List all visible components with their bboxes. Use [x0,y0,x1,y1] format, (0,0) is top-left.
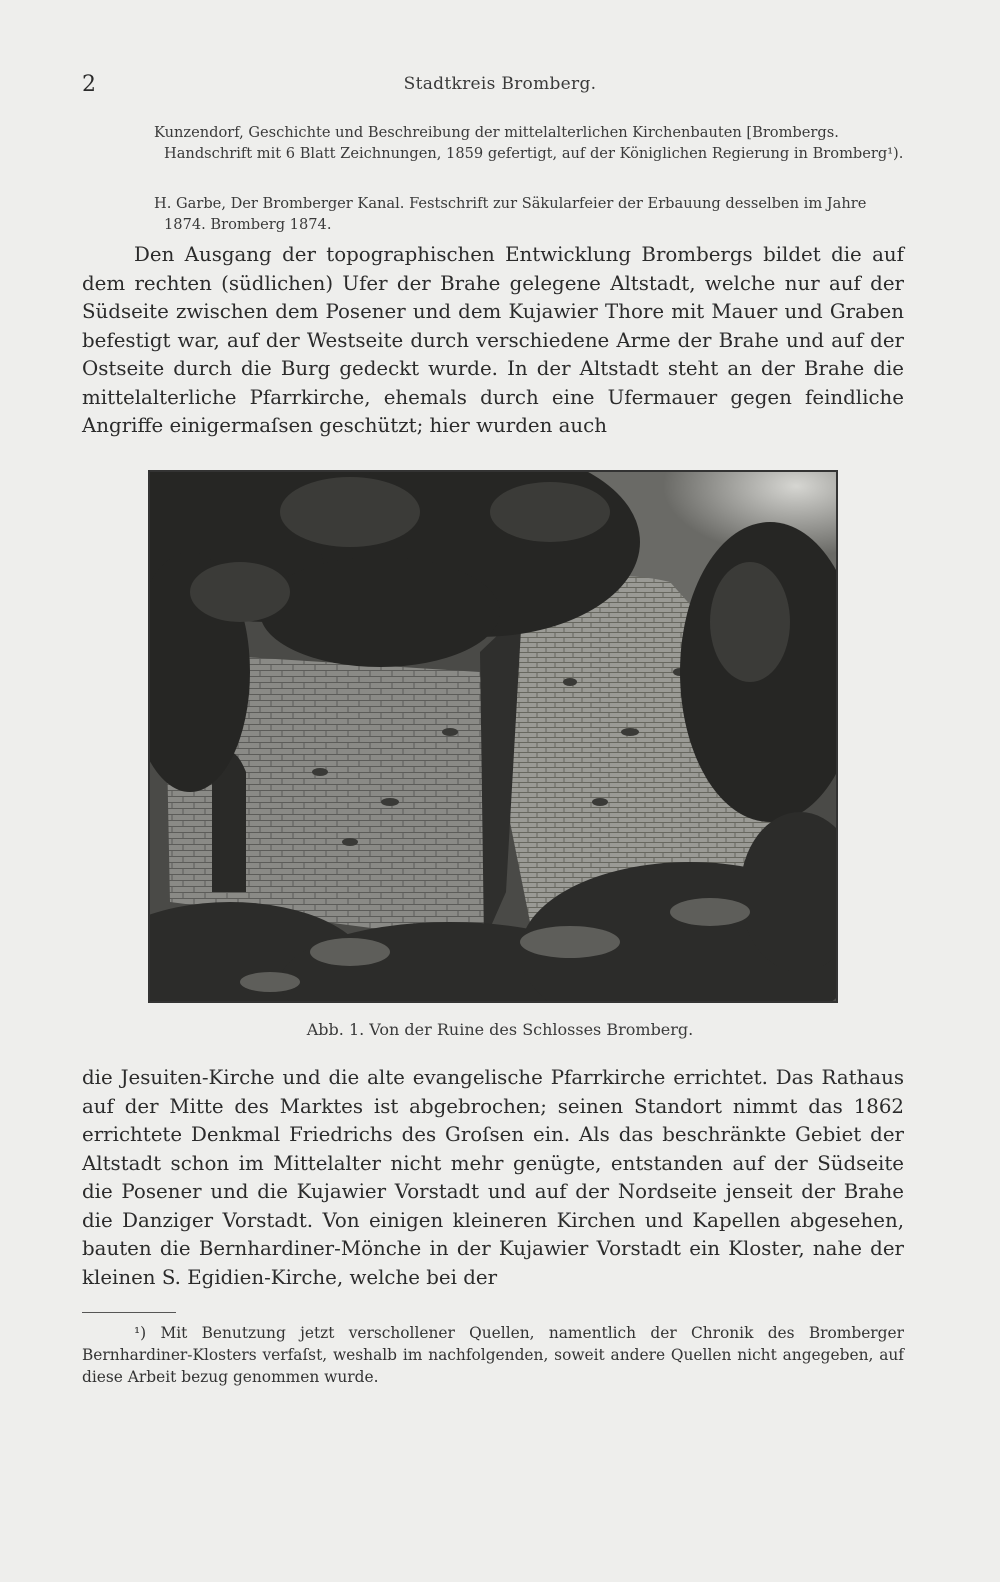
photo-illustration [150,472,836,1001]
bibliography-text: H. Garbe, Der Bromberger Kanal. Festschrift zur Säkularfeier der Erbauung desselben im Jahre 1874. Bromberg 1874. [154,195,867,233]
footnote-divider [82,1312,176,1313]
bibliography-text: Kunzendorf, Geschichte und Beschreibung der mittelalterlichen Kirchenbauten [Brombergs. Handschrift mit 6 Blatt Zeichnungen, 1859 gefertigt, auf der Königlichen Regierung in Bromberg¹). [154,124,904,162]
body-paragraph: Den Ausgang der topographischen Entwicklung Brombergs bildet die auf dem rechten (südlichen) Ufer der Brahe gelegene Altstadt, welche nur auf der Südseite zwischen dem Posener und dem Kujawier Thore mit Mauer und Graben befestigt war, auf der Westseite durch verschiedene Arme der Brahe und auf der Ostseite durch die Burg gedeckt wurde. In der Altstadt steht an der Brahe die mittelalterliche Pfarrkirche, ehemals durch eine Ufermauer gegen feindliche Angriffe einigermaſsen geschützt; hier wurden auch [82,243,904,437]
body-paragraph: die Jesuiten-Kirche und die alte evangelische Pfarrkirche errichtet. Das Rathaus auf der Mitte des Marktes ist abgebrochen; seinen Standort nimmt das 1862 errichtete Denkmal Friedrichs des Groſsen ein. Als das beschränkte Gebiet der Altstadt schon im Mittelalter nicht mehr genügte, entstanden auf der Südseite die Posener und die Kujawier Vorstadt und auf der Nordseite jenseit der Brahe die Danziger Vorstadt. Von einigen kleineren Kirchen und Kapellen abgesehen, bauten die Bernhardiner-Mönche in der Kujawier Vorstadt ein Kloster, nahe der kleinen S. Egidien-Kirche, welche bei der [82,1066,904,1289]
footnote: ¹) Mit Benutzung jetzt verschollener Quellen, namentlich der Chronik des Bromberger Bernhardiner-Klosters verfaſst, weshalb im nachfolgenden, soweit andere Quellen nicht angegeben, auf diese Arbeit bezug genommen wurde. [82,1324,904,1386]
figure-caption: Abb. 1. Von der Ruine des Schlosses Bromberg. [306,1020,694,1039]
page-header [0,72,1000,102]
page-number: 2 [82,72,96,97]
running-head: Stadtkreis Bromberg. [403,74,597,94]
ruin-photograph [148,470,838,1003]
bibliography-entry [82,193,904,235]
bibliography-entry [82,122,904,164]
